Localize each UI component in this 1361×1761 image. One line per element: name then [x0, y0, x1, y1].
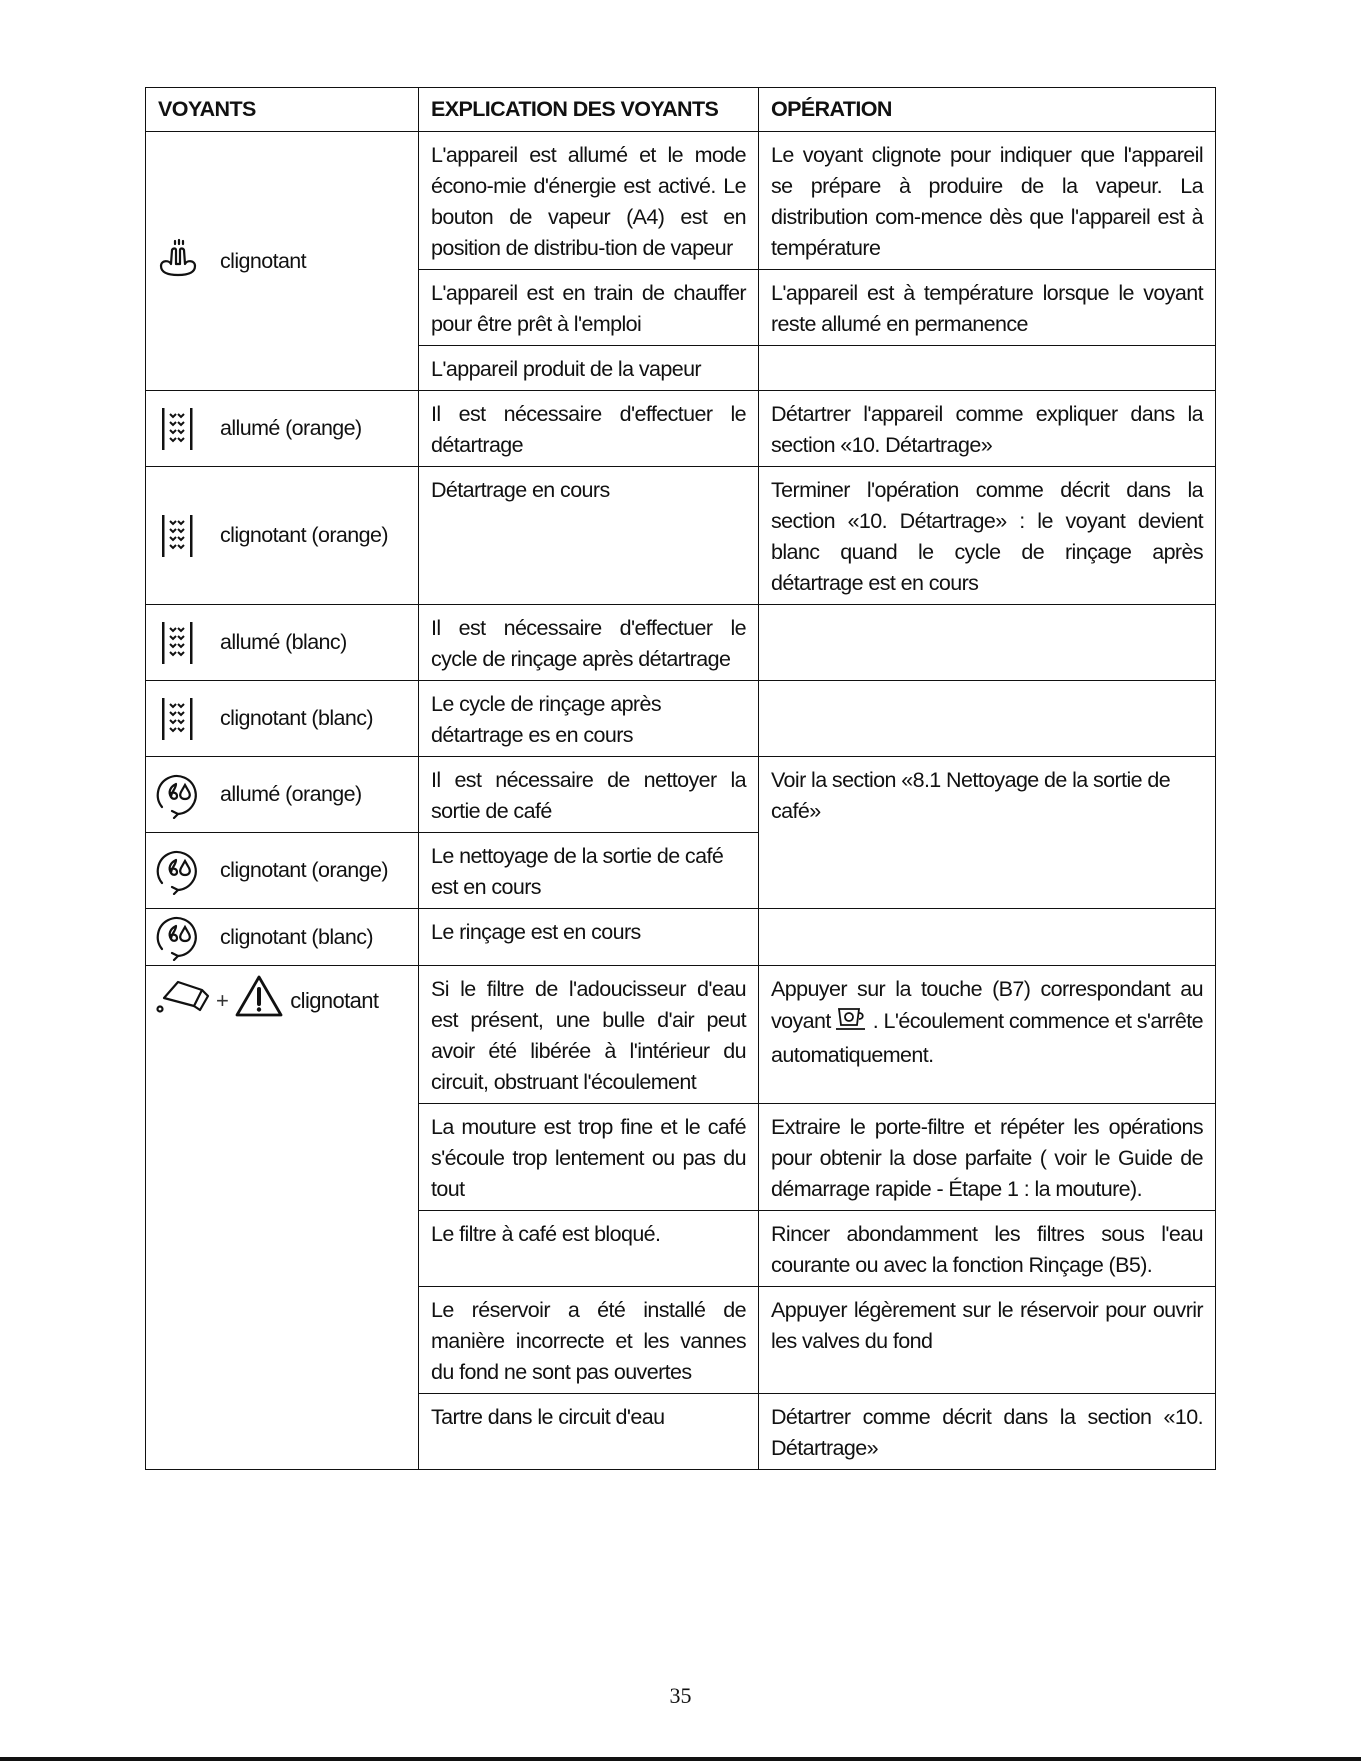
explication-cell: Le rinçage est en cours — [419, 909, 759, 966]
explication-cell: Il est nécessaire d'effectuer le cycle de rinçage après détartrage — [419, 605, 759, 681]
voyant-label: allumé (orange) — [220, 416, 362, 440]
explication-cell: Il est nécessaire d'effectuer le détartrage — [419, 391, 759, 467]
coffee-outlet-clean-icon — [154, 913, 202, 961]
explication-cell: La mouture est trop fine et le café s'écoule trop lentement ou pas du tout — [419, 1104, 759, 1211]
water-filter-icon — [154, 976, 210, 1025]
header-voyants: VOYANTS — [146, 88, 419, 132]
coffee-outlet-clean-icon — [154, 847, 202, 895]
header-explication: EXPLICATION DES VOYANTS — [419, 88, 759, 132]
operation-cell: Terminer l'opération comme décrit dans la section «10. Détartrage» : le voyant devient blanc quand le cycle de rinçage après détartrage est en cours — [759, 467, 1216, 605]
descale-icon — [154, 512, 202, 560]
table-row — [146, 909, 1216, 966]
operation-cell: L'appareil est à température lorsque le voyant reste allumé en permanence — [759, 270, 1216, 346]
operation-cell: Appuyer légèrement sur le réservoir pour ouvrir les valves du fond — [759, 1287, 1216, 1394]
table-row — [146, 605, 1216, 681]
table-header-row — [146, 88, 1216, 132]
voyant-cell — [146, 605, 419, 681]
voyant-cell — [146, 681, 419, 757]
table-row — [146, 467, 1216, 605]
voyant-label: clignotant — [220, 248, 307, 273]
explication-cell: Détartrage en cours — [419, 467, 759, 605]
table-row — [146, 391, 1216, 467]
operation-cell — [759, 966, 1216, 1104]
voyant-label: clignotant (orange) — [220, 858, 388, 882]
operation-cell — [759, 605, 1216, 681]
operation-cell: Détartrer l'appareil comme expliquer dans la section «10. Détartrage» — [759, 391, 1216, 467]
explication-cell: Il est nécessaire de nettoyer la sortie de café — [419, 757, 759, 833]
table-row — [146, 966, 1216, 1104]
explication-cell: L'appareil produit de la vapeur — [419, 346, 759, 391]
cup-filter-icon — [835, 1005, 869, 1040]
steam-icon — [154, 237, 202, 285]
voyant-label: clignotant (blanc) — [220, 706, 373, 730]
plus-sign: + — [216, 988, 229, 1013]
explication-cell: L'appareil est en train de chauffer pour être prêt à l'emploi — [419, 270, 759, 346]
table-row — [146, 757, 1216, 833]
page-bottom-border — [0, 1757, 1361, 1761]
explication-cell: Le cycle de rinçage après détartrage es en cours — [419, 681, 759, 757]
descale-icon — [154, 405, 202, 453]
header-operation: OPÉRATION — [759, 88, 1216, 132]
operation-cell: Voir la section «8.1 Nettoyage de la sortie de café» — [759, 757, 1216, 909]
explication-cell: Le réservoir a été installé de manière incorrecte et les vannes du fond ne sont pas ouvertes — [419, 1287, 759, 1394]
explication-cell: Tartre dans le circuit d'eau — [419, 1394, 759, 1470]
page-number: 35 — [669, 1683, 692, 1708]
operation-cell — [759, 909, 1216, 966]
operation-cell — [759, 681, 1216, 757]
explication-cell: Le filtre à café est bloqué. — [419, 1211, 759, 1287]
warning-icon — [234, 974, 284, 1027]
operation-cell: Détartrer comme décrit dans la section «10. Détartrage» — [759, 1394, 1216, 1470]
table-row — [146, 681, 1216, 757]
coffee-outlet-clean-icon — [154, 771, 202, 819]
explication-cell: Le nettoyage de la sortie de café est en cours — [419, 833, 759, 909]
voyant-label: allumé (orange) — [220, 782, 362, 806]
explication-cell: L'appareil est allumé et le mode écono-mie d'énergie est activé. Le bouton de vapeur (A4) est en position de distribu-tion de vapeur — [419, 132, 759, 270]
explication-cell: Si le filtre de l'adoucisseur d'eau est présent, une bulle d'air peut avoir été libérée à l'intérieur du circuit, obstruant l'écoulement — [419, 966, 759, 1104]
indicator-lights-table — [145, 87, 1216, 1470]
voyant-cell — [146, 391, 419, 467]
voyant-cell — [146, 909, 419, 966]
operation-text-after: . L'écoulement commence et s'arrête automatiquement. — [771, 1009, 1203, 1067]
table-row — [146, 132, 1216, 270]
operation-cell: Le voyant clignote pour indiquer que l'appareil se prépare à produire de la vapeur. La distribution com-mence dès que l'appareil est à température — [759, 132, 1216, 270]
voyant-cell — [146, 966, 419, 1470]
descale-icon — [154, 619, 202, 667]
voyant-label: clignotant — [290, 988, 379, 1013]
voyant-cell — [146, 132, 419, 391]
voyant-label: clignotant (blanc) — [220, 924, 373, 949]
descale-icon — [154, 695, 202, 743]
voyant-label: allumé (blanc) — [220, 630, 347, 654]
operation-cell — [759, 346, 1216, 391]
voyant-cell — [146, 757, 419, 833]
voyant-cell — [146, 833, 419, 909]
operation-cell: Rincer abondamment les filtres sous l'eau courante ou avec la fonction Rinçage (B5). — [759, 1211, 1216, 1287]
operation-cell: Extraire le porte-filtre et répéter les opérations pour obtenir la dose parfaite ( voir le Guide de démarrage rapide - Étape 1 : la mouture). — [759, 1104, 1216, 1211]
voyant-cell — [146, 467, 419, 605]
voyant-label: clignotant (orange) — [220, 523, 388, 547]
operation-text-before: Appuyer sur la touche (B7) correspondant au voyant — [771, 977, 1203, 1034]
